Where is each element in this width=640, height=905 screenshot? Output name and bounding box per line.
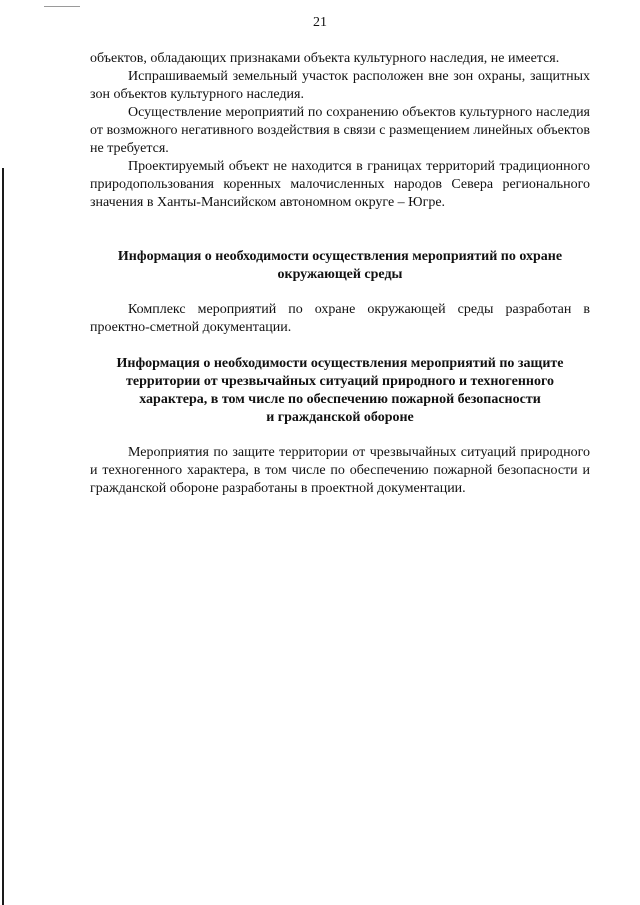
heading-line: Информация о необходимости осуществления мероприятий по защите	[116, 356, 564, 371]
heading-line: окружающей среды	[277, 267, 403, 282]
spacer	[90, 337, 590, 355]
paragraph-emergency-body: Мероприятия по защите территории от чрезвычайных ситуаций природного и техногенного характера, в том числе по обеспечению пожарной безопасности и гражданской обороне разработаны в проектной документации.	[90, 445, 590, 496]
spacer	[90, 284, 590, 301]
page-number: 21	[313, 15, 327, 30]
paragraph-environment-body: Комплекс мероприятий по охране окружающей среды разработан в проектно-сметной документации.	[90, 302, 590, 335]
spacer	[90, 212, 590, 248]
heading-line: Информация о необходимости осуществления мероприятий по охране	[117, 249, 563, 264]
section-environment-heading	[90, 248, 590, 284]
heading-line: и гражданской обороне	[266, 410, 414, 425]
heading-line: территории от чрезвычайных ситуаций природного и техногенного	[126, 374, 554, 389]
page-content	[90, 50, 590, 498]
scan-edge-mark	[2, 168, 4, 905]
paragraph-land-plot-location: Испрашиваемый земельный участок расположен вне зон охраны, защитных зон объектов культурного наследия.	[90, 69, 590, 102]
paragraph-traditional-territories: Проектируемый объект не находится в границах территорий традиционного природопользования коренных малочисленных народов Севера регионального значения в Ханты-Мансийском автономном округе – Югре.	[90, 159, 590, 210]
paragraph-cultural-heritage-objects: объектов, обладающих признаками объекта культурного наследия, не имеется.	[90, 51, 560, 66]
spacer	[90, 427, 590, 444]
paragraph-heritage-measures: Осуществление мероприятий по сохранению объектов культурного наследия от возможного негативного воздействия в связи с размещением линейных объектов не требуется.	[90, 105, 590, 156]
heading-line: характера, в том числе по обеспечению пожарной безопасности	[139, 392, 541, 407]
section-emergency-heading	[90, 355, 590, 427]
scan-artifact	[44, 6, 80, 7]
